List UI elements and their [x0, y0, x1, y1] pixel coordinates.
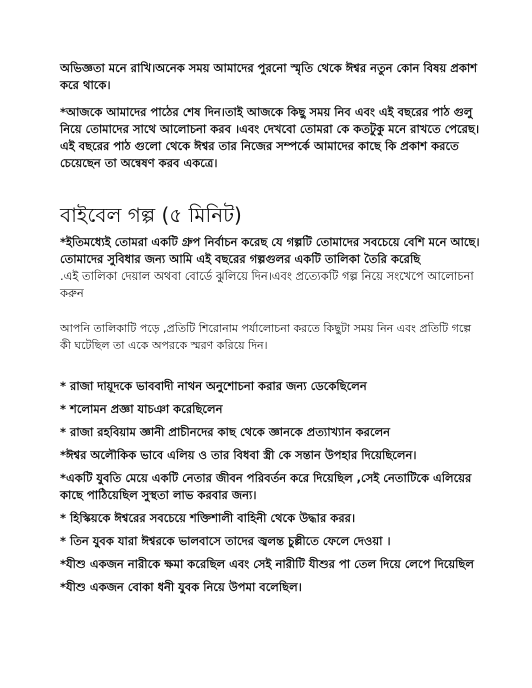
instruction-note: আপনি তালিকাটি পড়ে ,প্রতিটি শিরোনাম পর্যালোচনা করতে কিছুটা সময় নিন এবং প্রতিটি গল্পে কী ঘটেছিল তা একে অপরকে স্মরণ করিয়ে দিন। [60, 322, 472, 352]
intro-paragraph-1: অভিজ্ঞতা মনে রাখি।অনেক সময় আমাদের পুরনো স্মৃতি থেকে ঈশ্বর নতুন কোন বিষয় প্রকাশ করে থাকে। [60, 61, 478, 92]
intro-paragraph-2: *আজকে আমাদের পাঠের শেষ দিন।তাই আজকে কিছু সময় নিব এবং এই বছরের পাঠ গুলু নিয়ে তোমাদের সাথে আলোচনা করব ।এবং দেখবো তোমরা কে কতটুকু মনে রাখতে পেরেছ। এই বছরের পাঠ গুলো থেকে ঈশ্বর তার নিজের সম্পর্কে আমাদের কাছে কি প্রকাশ করতে চেয়েছেন তা অন্বেষণ করব একত্রে। [60, 105, 480, 170]
list-item: *একটি যুবতি মেয়ে একটি নেতার জীবন পরিবর্তন করে দিয়েছিল ,সেই নেতাটিকে এলিয়ের কাছে পাঠিয়েছিল সুস্থতা লাভ করবার জন্য। [60, 471, 472, 502]
list-item: * রাজা দায়ূদকে ভাববাদী নাথন অনুশোচনা করার জন্য ডেকেছিলেন [60, 379, 367, 393]
section-paragraph-2: .এই তালিকা দেয়াল অথবা বোর্ডে ঝুলিয়ে দিন।এবং প্রত্যেকটি গল্প নিয়ে সংখেপে আলোচনা করুন [60, 269, 474, 300]
section-paragraph-1: *ইতিমধ্যেই তোমরা একটি গ্রুপ নির্বাচন করেছ যে গল্পটি তোমাদের সবচেয়ে বেশি মনে আছে।তোমাদের সুবিধার জন্য আমি এই বছরের গল্পগুলর একটি তালিকা তৈরি করেছি [60, 235, 480, 266]
story-list [60, 378, 480, 596]
list-item: *যীশু একজন নারীকে ক্ষমা করেছিল এবং সেই নারীটি যীশুর পা তেল দিয়ে লেপে দিয়েছিল [60, 557, 474, 571]
list-item: *যীশু একজন বোকা ধনী যুবক নিয়ে উপমা বলেছিল। [60, 580, 302, 594]
list-item: * শলোমন প্রজ্ঞা যাচঞা করেছিলেন [60, 402, 223, 416]
document-page [60, 60, 480, 602]
list-item: * হিস্কিয়কে ঈশ্বরের সবচেয়ে শক্তিশালী বাহিনী থেকে উদ্ধার করর। [60, 511, 356, 525]
section-heading: বাইবেল গল্প (৫ মিনিট) [60, 203, 242, 227]
list-item: *ঈশ্বর অলৌকিক ভাবে এলিয় ও তার বিধবা স্ত্রী কে সন্তান উপহার দিয়েছিলেন। [60, 448, 417, 462]
list-item: * রাজা রহবিয়াম জ্ঞানী প্রাচীনদের কাছ থেকে জ্ঞানকে প্রত্যাখ্যান করলেন [60, 425, 391, 439]
list-item: * তিন যুবক যারা ঈশ্বরকে ভালবাসে তাদের জ্বলন্ত চুল্লীতে ফেলে দেওয়া । [60, 534, 391, 548]
